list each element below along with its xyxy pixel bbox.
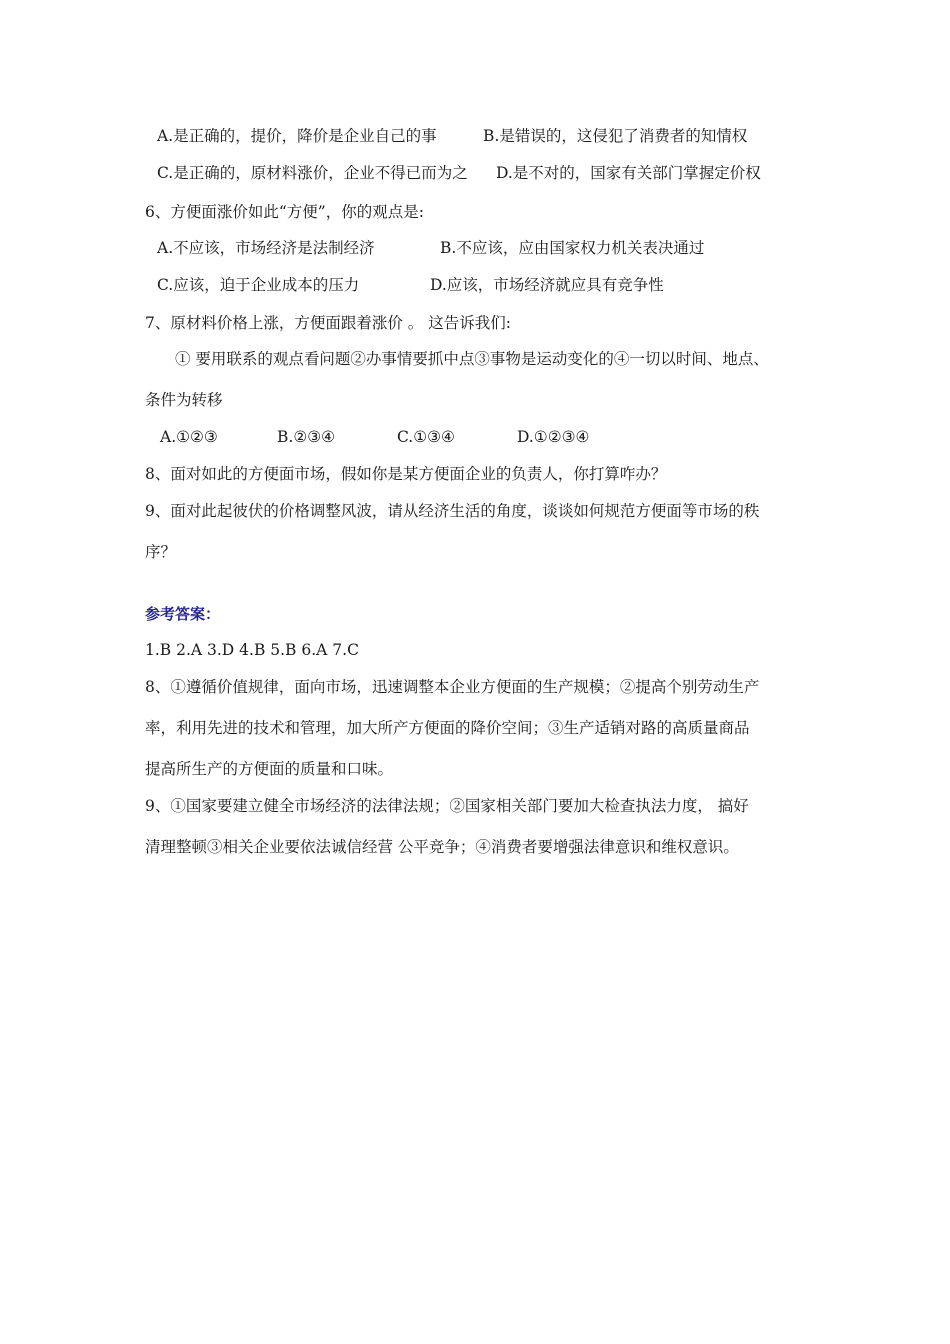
- answer-8-line-1: 8、①遵循价值规律，面向市场，迅速调整本企业方便面的生产规模；②提高个别劳动生产: [145, 678, 760, 696]
- answer-9-line-2: 清理整顿③相关企业要依法诚信经营 公平竞争；④消费者要增强法律意识和维权意识。: [145, 838, 739, 856]
- q7-statements-line-1: ① 要用联系的观点看问题②办事情要抓中点③事物是运动变化的④一切以时间、地点、: [175, 350, 769, 368]
- q6-stem: 6、方便面涨价如此“方便”，你的观点是:: [145, 203, 424, 221]
- q6-option-a: A.不应该，市场经济是法制经济: [157, 239, 375, 257]
- answer-8-line-2: 率，利用先进的技术和管理，加大所产方便面的降价空间；③生产适销对路的高质量商品: [145, 719, 750, 737]
- q7-option-d: D.①②③④: [517, 428, 590, 446]
- q7-option-b: B.②③④: [277, 428, 336, 446]
- q6-option-d: D.应该，市场经济就应具有竞争性: [430, 276, 664, 294]
- q6-option-b: B.不应该，应由国家权力机关表决通过: [440, 239, 705, 257]
- q7-option-c: C.①③④: [397, 428, 455, 446]
- answers-heading: 参考答案：: [145, 605, 221, 623]
- q6-option-c: C.应该，迫于企业成本的压力: [157, 276, 360, 294]
- q8-stem: 8、面对如此的方便面市场，假如你是某方便面企业的负责人，你打算咋办？: [145, 465, 667, 483]
- q7-option-a: A.①②③: [160, 428, 218, 446]
- q5-option-b: B.是错误的，这侵犯了消费者的知情权: [483, 127, 748, 145]
- q5-option-d: D.是不对的，国家有关部门掌握定价权: [496, 164, 761, 182]
- q7-statements-line-2: 条件为转移: [145, 391, 223, 409]
- answer-8-line-3: 提高所生产的方便面的质量和口味。: [145, 760, 394, 778]
- q5-option-a: A.是正确的，提价，降价是企业自己的事: [157, 127, 437, 145]
- q9-stem-line-1: 9、面对此起彼伏的价格调整风波，请从经济生活的角度，谈谈如何规范方便面等市场的秩: [145, 502, 760, 520]
- q5-option-c: C.是正确的，原材料涨价，企业不得已而为之: [157, 164, 468, 182]
- q9-stem-line-2: 序？: [145, 543, 177, 561]
- q7-stem: 7、原材料价格上涨，方便面跟着涨价 。 这告诉我们:: [145, 314, 511, 332]
- answers-choice-list: 1.B 2.A 3.D 4.B 5.B 6.A 7.C: [145, 641, 359, 659]
- answer-9-line-1: 9、①国家要建立健全市场经济的法律法规；②国家相关部门要加大检查执法力度， 搞好: [145, 797, 749, 815]
